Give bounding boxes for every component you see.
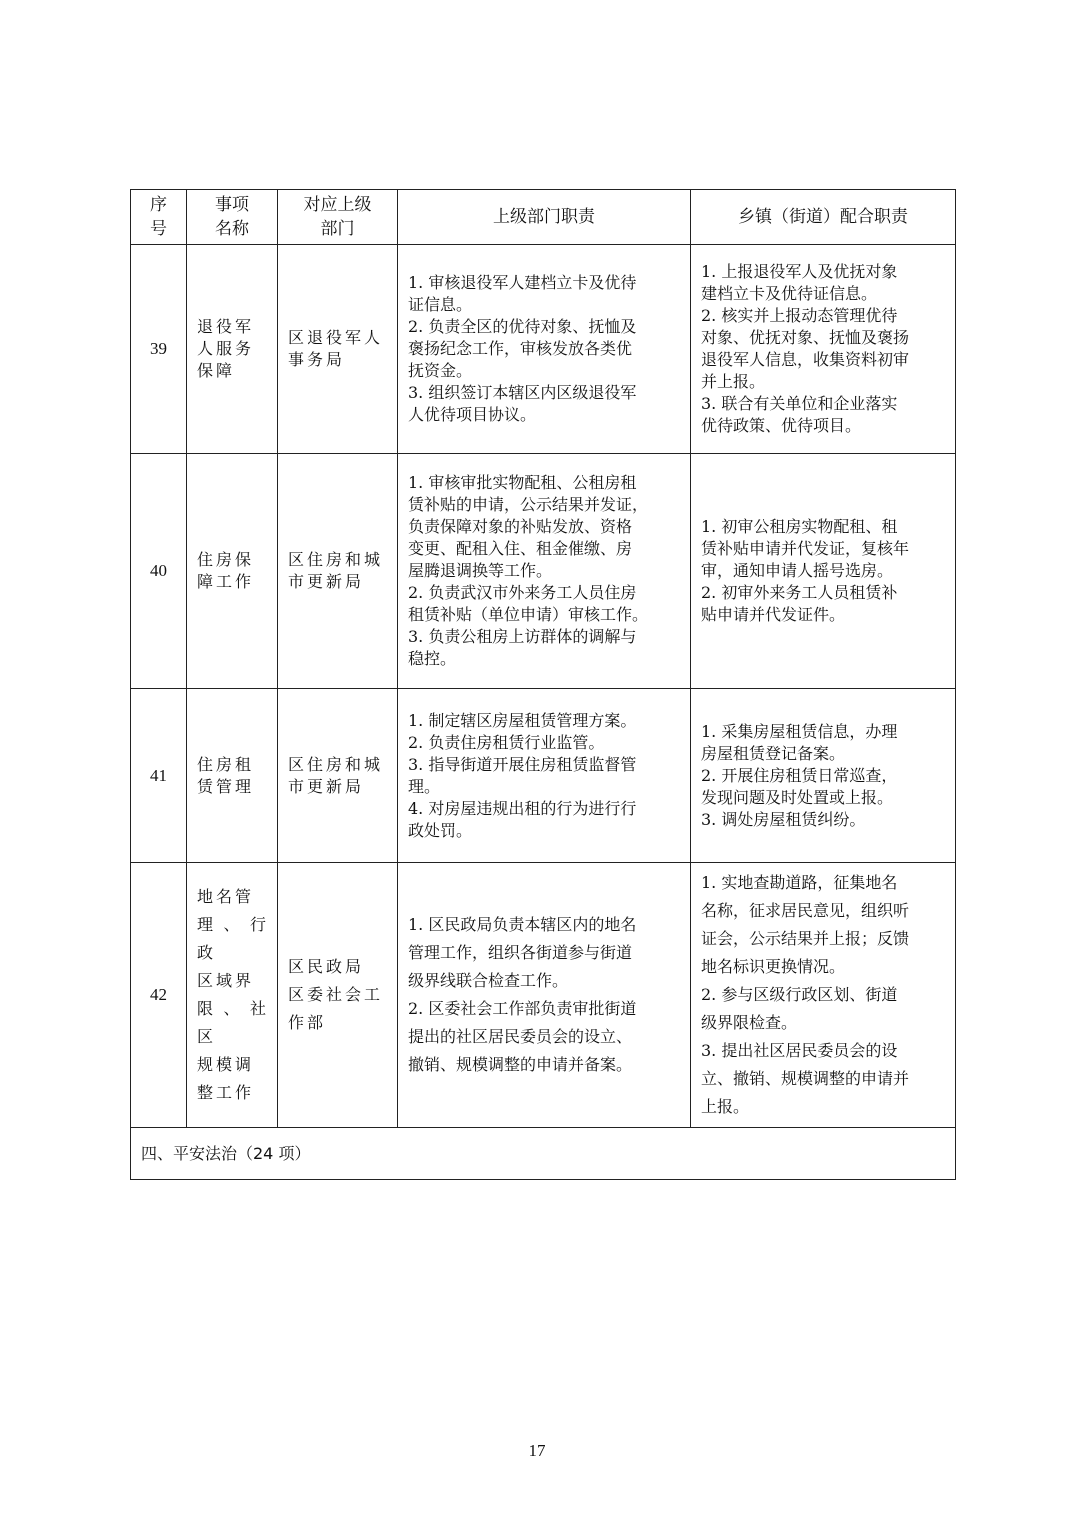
header-seq: 序号 [131, 190, 187, 245]
header-upper-duty: 上级部门职责 [398, 190, 691, 245]
row-item-name: 住房租 赁管理 [187, 689, 278, 863]
table-header-row [131, 190, 956, 245]
row-seq: 40 [131, 454, 187, 689]
row-seq: 39 [131, 245, 187, 454]
row-town-duty: 1. 初审公租房实物配租、租 赁补贴申请并代发证，复核年 审，通知申请人摇号选房。 2. 初审外来务工人员租赁补 贴申请并代发证件。 [691, 454, 956, 689]
row-upper-duty: 1. 审核审批实物配租、公租房租 赁补贴的申请，公示结果并发证， 负责保障对象的补贴发放、资格 变更、配租入住、租金催缴、房 屋腾退调换等工作。 2. 负责武汉市外来务工人员住房 租赁补贴（单位申请）审核工作。 3. 负责公租房上访群体的调解与 稳控。 [398, 454, 691, 689]
row-item-name: 退役军 人服务 保障 [187, 245, 278, 454]
row-town-duty: 1. 实地查勘道路，征集地名 名称，征求居民意见，组织听 证会，公示结果并上报；反馈 地名标识更换情况。 2. 参与区级行政区划、街道 级界限检查。 3. 提出社区居民委员会的设 立、撤销、规模调整的申请并 上报。 [691, 863, 956, 1128]
table-row [131, 689, 956, 863]
row-upper-duty: 1. 审核退役军人建档立卡及优待 证信息。 2. 负责全区的优待对象、抚恤及 褒扬纪念工作，审核发放各类优 抚资金。 3. 组织签订本辖区内区级退役军 人优待项目协议。 [398, 245, 691, 454]
header-name: 事项名称 [187, 190, 278, 245]
row-town-duty: 1. 上报退役军人及优抚对象 建档立卡及优待证信息。 2. 核实并上报动态管理优待 对象、优抚对象、抚恤及褒扬 退役军人信息，收集资料初审 并上报。 3. 联合有关单位和企业落实 优待政策、优待项目。 [691, 245, 956, 454]
row-dept: 区住房和城 市更新局 [278, 689, 398, 863]
table-row [131, 245, 956, 454]
row-dept: 区住房和城 市更新局 [278, 454, 398, 689]
row-dept: 区民政局 区委社会工 作部 [278, 863, 398, 1128]
table-row [131, 454, 956, 689]
header-dept: 对应上级部门 [278, 190, 398, 245]
duty-table [130, 189, 956, 1180]
section-heading: 四、平安法治（24 项） [131, 1128, 956, 1180]
row-item-name: 住房保 障工作 [187, 454, 278, 689]
row-seq: 41 [131, 689, 187, 863]
row-upper-duty: 1. 制定辖区房屋租赁管理方案。 2. 负责住房租赁行业监管。 3. 指导街道开展住房租赁监督管 理。 4. 对房屋违规出租的行为进行行 政处罚。 [398, 689, 691, 863]
header-town-duty: 乡镇（街道）配合职责 [691, 190, 956, 245]
row-upper-duty: 1. 区民政局负责本辖区内的地名 管理工作，组织各街道参与街道 级界线联合检查工作。 2. 区委社会工作部负责审批街道 提出的社区居民委员会的设立、 撤销、规模调整的申请并备案。 [398, 863, 691, 1128]
row-town-duty: 1. 采集房屋租赁信息，办理 房屋租赁登记备案。 2. 开展住房租赁日常巡查， 发现问题及时处置或上报。 3. 调处房屋租赁纠纷。 [691, 689, 956, 863]
section-row [131, 1128, 956, 1180]
page-number: 17 [528, 1441, 546, 1460]
row-seq: 42 [131, 863, 187, 1128]
row-item-name: 地名管 理、行政 区域界 限、社区 规模调 整工作 [187, 863, 278, 1128]
table-row [131, 863, 956, 1128]
row-dept: 区退役军人 事务局 [278, 245, 398, 454]
